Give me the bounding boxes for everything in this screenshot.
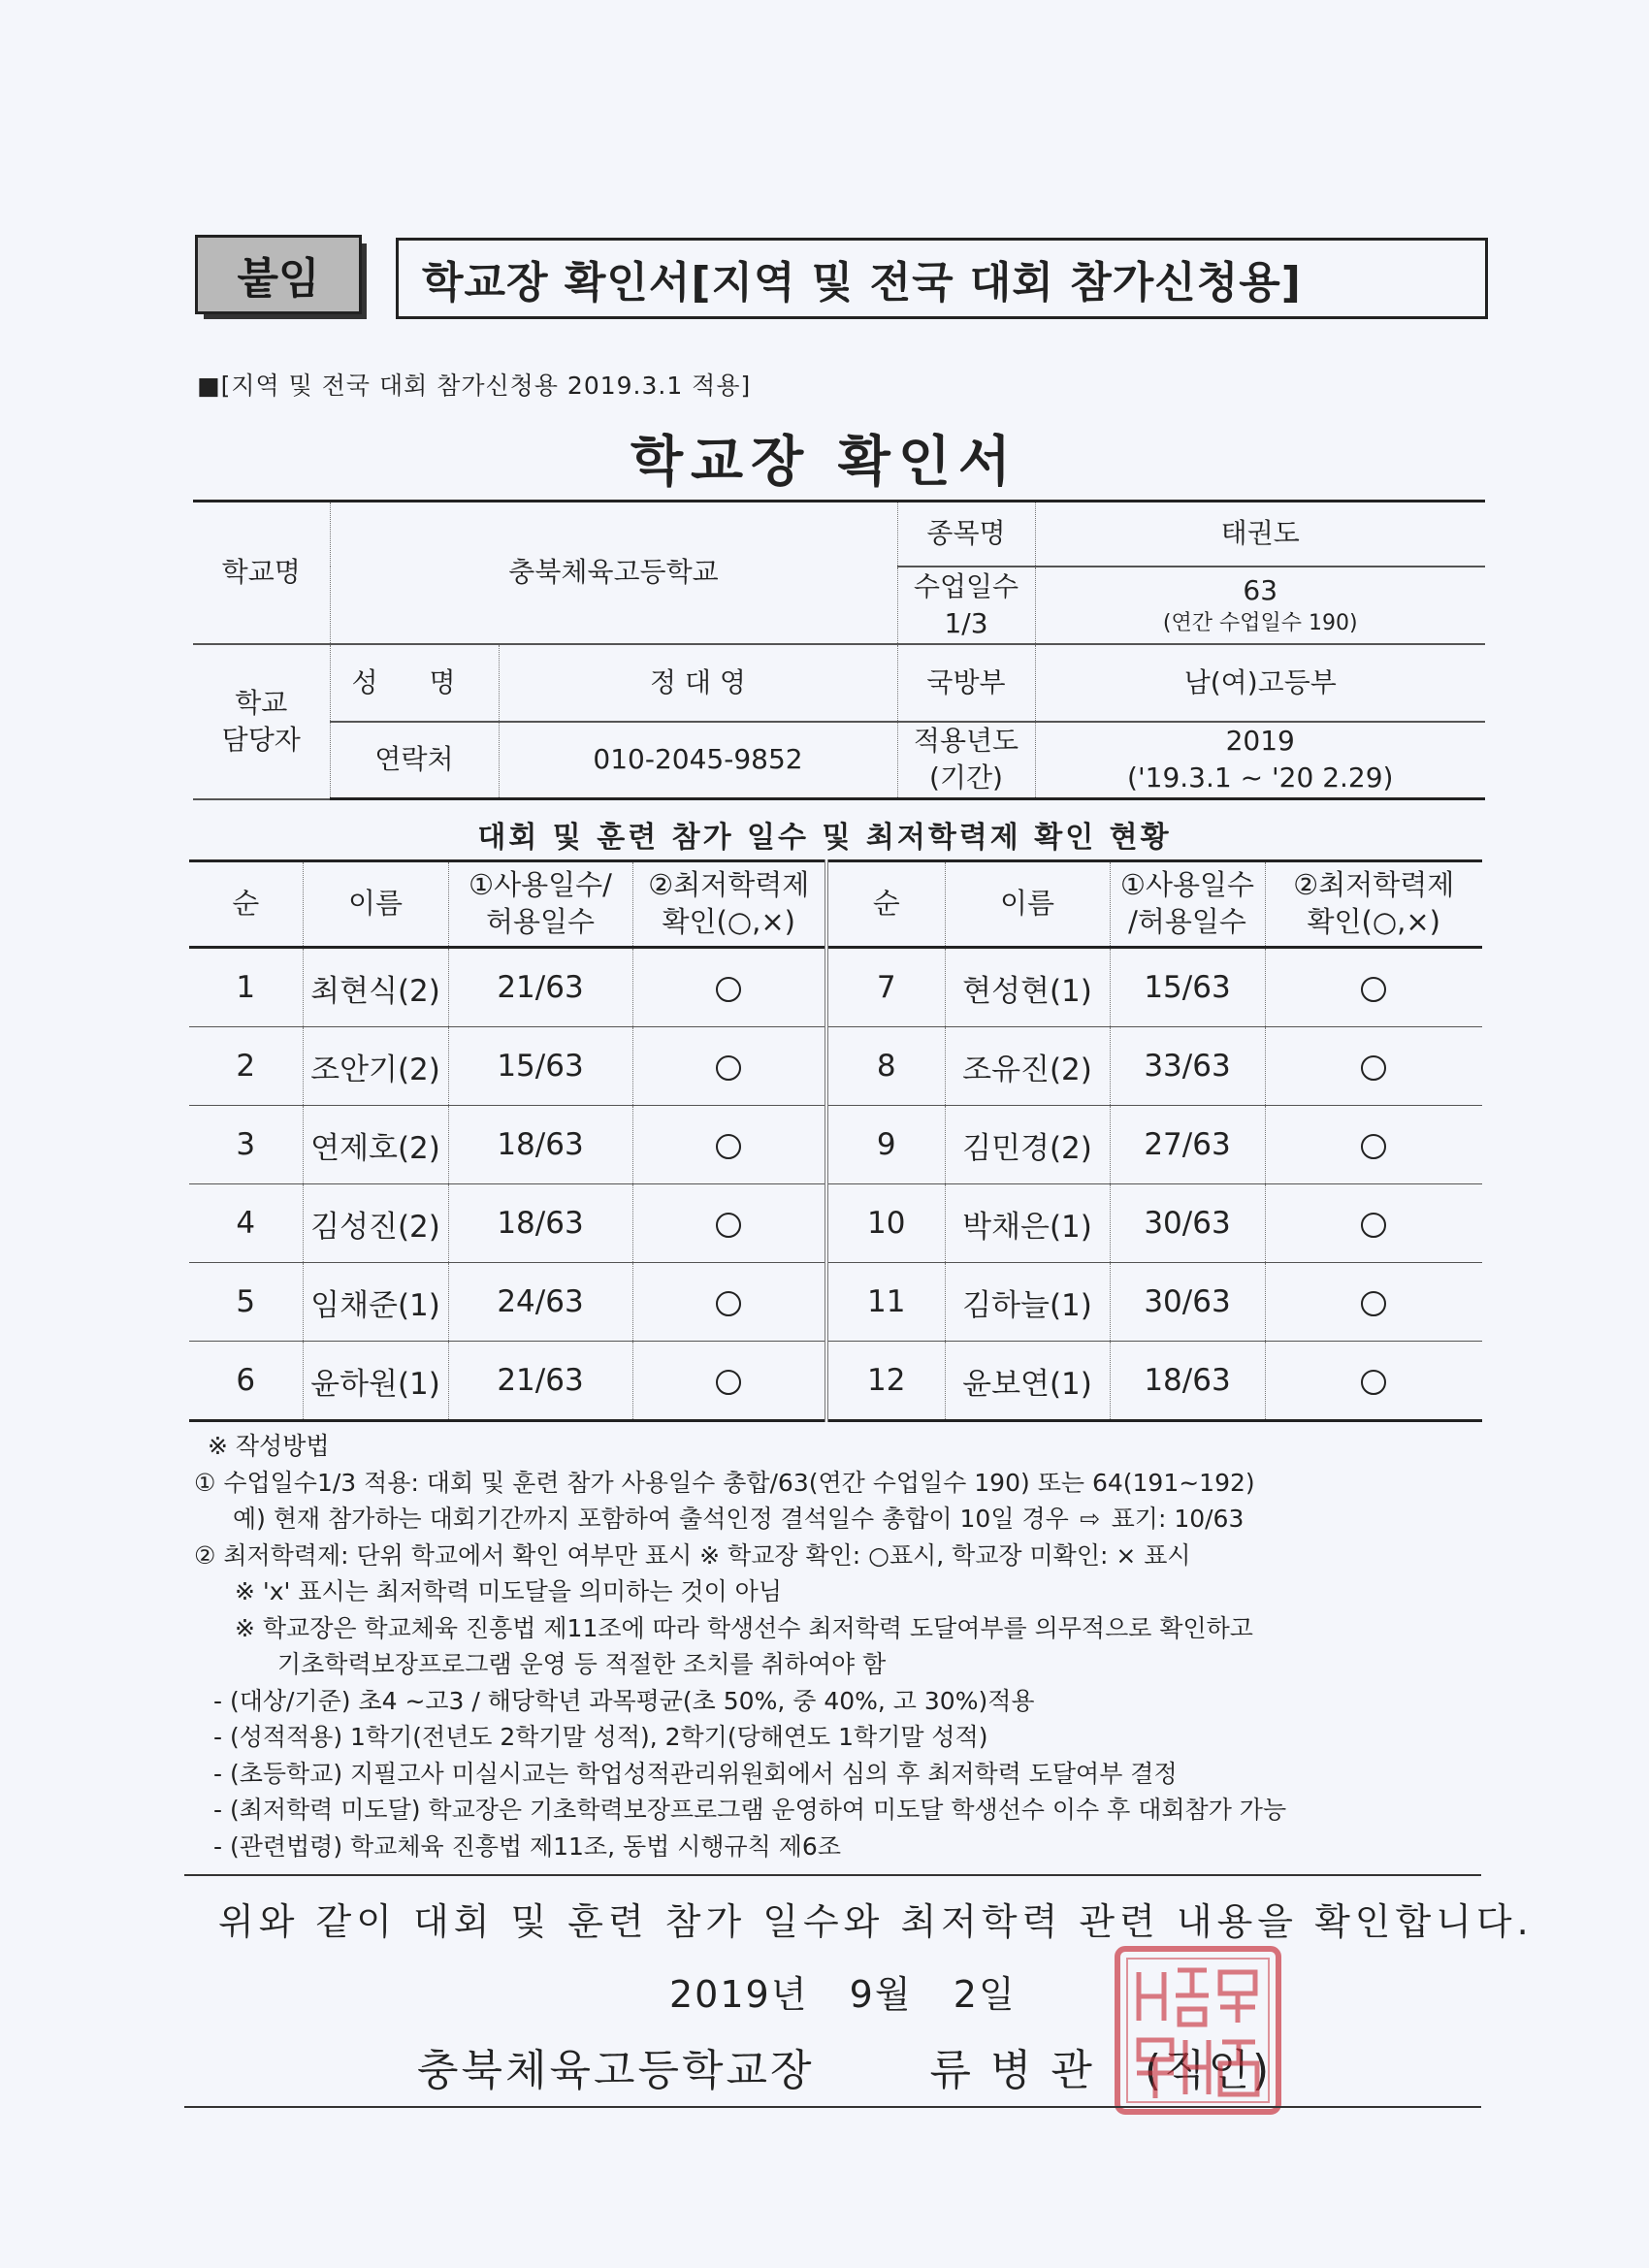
row-check-right	[1265, 1106, 1482, 1184]
sport-value: 태권도	[1035, 502, 1485, 567]
note-2-b-cont: 기초학력보장프로그램 운영 등 적절한 조치를 취하여야 함	[277, 1650, 887, 1678]
row-no: 4	[189, 1184, 303, 1263]
row-check	[632, 1263, 826, 1342]
col-name-right: 이름	[945, 861, 1110, 948]
row-no-right: 8	[826, 1027, 945, 1106]
row-name-right: 박채은(1)	[945, 1184, 1110, 1263]
check-circle-icon	[1361, 1134, 1386, 1159]
check-circle-icon	[716, 1370, 741, 1395]
row-name-right: 조유진(2)	[945, 1027, 1110, 1106]
row-name-right: 김하늘(1)	[945, 1263, 1110, 1342]
row-days: 15/63	[448, 1027, 632, 1106]
division-value: 남(여)고등부	[1035, 644, 1485, 722]
row-name: 연제호(2)	[303, 1106, 448, 1184]
row-days: 21/63	[448, 1342, 632, 1421]
row-name-right: 윤보연(1)	[945, 1342, 1110, 1421]
row-days-right: 30/63	[1110, 1263, 1265, 1342]
col-days-right: ①사용일수 /허용일수	[1110, 861, 1265, 948]
note-2-b: ※ 학교장은 학교체육 진흥법 제11조에 따라 학생선수 최저학력 도달여부를 의무적으로 확인하고	[235, 1613, 1253, 1642]
row-no: 1	[189, 948, 303, 1027]
name-value: 정 대 영	[499, 644, 897, 722]
row-name-right: 현성현(1)	[945, 948, 1110, 1027]
detail-1: - (대상/기준) 초4 ~고3 / 해당학년 과목평균(초 50%, 중 40%, 고 30%)적용	[213, 1686, 1035, 1715]
application-note: ■[지역 및 전국 대회 참가신청용 2019.3.1 적용]	[197, 372, 752, 400]
manager-label: 학교 담당자	[193, 644, 330, 799]
row-no: 2	[189, 1027, 303, 1106]
table-row	[189, 1263, 1482, 1342]
row-days: 24/63	[448, 1263, 632, 1342]
row-no-right: 10	[826, 1184, 945, 1263]
division-label: 국방부	[897, 644, 1035, 722]
row-days-right: 18/63	[1110, 1342, 1265, 1421]
section-heading: 대회 및 훈련 참가 일수 및 최저학력제 확인 현황	[477, 821, 1172, 855]
table-row	[189, 1184, 1482, 1263]
detail-5: - (관련법령) 학교체육 진흥법 제11조, 동법 시행규칙 제6조	[213, 1831, 841, 1861]
check-circle-icon	[1361, 1291, 1386, 1316]
row-no: 3	[189, 1106, 303, 1184]
row-no: 6	[189, 1342, 303, 1421]
row-check	[632, 1106, 826, 1184]
contact-label: 연락처	[330, 722, 499, 799]
row-days: 18/63	[448, 1106, 632, 1184]
divider-bottom	[184, 2106, 1481, 2108]
table-row	[189, 948, 1482, 1027]
col-no: 순	[189, 861, 303, 948]
table-header-row	[189, 861, 1482, 948]
col-check-right: ②최저학력제 확인(○,×)	[1265, 861, 1482, 948]
col-no-right: 순	[826, 861, 945, 948]
row-check-right	[1265, 1342, 1482, 1421]
table-row	[189, 1027, 1482, 1106]
check-circle-icon	[716, 1134, 741, 1159]
row-days: 18/63	[448, 1184, 632, 1263]
row-no: 5	[189, 1263, 303, 1342]
check-circle-icon	[716, 1055, 741, 1081]
row-no-right: 11	[826, 1263, 945, 1342]
students-table	[189, 859, 1482, 1422]
notes-heading: ※ 작성방법	[208, 1432, 330, 1460]
check-circle-icon	[1361, 1055, 1386, 1081]
col-name: 이름	[303, 861, 448, 948]
name-label: 성 명	[330, 644, 499, 722]
table-row	[189, 1342, 1482, 1421]
row-name-right: 김민경(2)	[945, 1106, 1110, 1184]
col-days: ①사용일수/ 허용일수	[448, 861, 632, 948]
table-row	[189, 1106, 1482, 1184]
row-days-right: 15/63	[1110, 948, 1265, 1027]
row-check	[632, 1342, 826, 1421]
row-check	[632, 1027, 826, 1106]
row-check-right	[1265, 1184, 1482, 1263]
note-2: ② 최저학력제: 단위 학교에서 확인 여부만 표시 ※ 학교장 확인: ○표시, 학교장 미확인: × 표시	[194, 1540, 1191, 1570]
detail-4: - (최저학력 미도달) 학교장은 기초학력보장프로그램 운영하여 미도달 학생선수 이수 후 대회참가 가능	[213, 1796, 1287, 1824]
row-no-right: 7	[826, 948, 945, 1027]
row-check	[632, 948, 826, 1027]
check-circle-icon	[1361, 1370, 1386, 1395]
header-title: 학교장 확인서[지역 및 전국 대회 참가신청용]	[396, 238, 1488, 319]
notes-section	[194, 1428, 1494, 1864]
row-no-right: 12	[826, 1342, 945, 1421]
row-days-right: 33/63	[1110, 1027, 1265, 1106]
official-seal-icon	[1112, 1943, 1284, 2118]
attachment-tag: 붙임	[195, 235, 362, 314]
school-days-label: 수업일수 1/3	[897, 567, 1035, 644]
check-circle-icon	[716, 1291, 741, 1316]
check-circle-icon	[1361, 977, 1386, 1002]
row-check-right	[1265, 948, 1482, 1027]
sport-label: 종목명	[897, 502, 1035, 567]
contact-value: 010-2045-9852	[499, 722, 897, 799]
divider-top	[184, 1874, 1481, 1876]
year-label: 적용년도 (기간)	[897, 722, 1035, 799]
col-check: ②최저학력제 확인(○,×)	[632, 861, 826, 948]
row-check-right	[1265, 1027, 1482, 1106]
row-no-right: 9	[826, 1106, 945, 1184]
row-name: 윤하원(1)	[303, 1342, 448, 1421]
check-circle-icon	[716, 977, 741, 1002]
info-table	[193, 500, 1485, 800]
signer-line: 충북체육고등학교장 류 병 관 (직인)	[417, 2046, 1273, 2095]
document-title: 학교장 확인서	[630, 431, 1019, 494]
row-check	[632, 1184, 826, 1263]
signature-date: 2019년 9월 2일	[669, 1973, 1017, 2016]
check-circle-icon	[1361, 1213, 1386, 1238]
row-days-right: 30/63	[1110, 1184, 1265, 1263]
row-check-right	[1265, 1263, 1482, 1342]
row-name: 임채준(1)	[303, 1263, 448, 1342]
row-days-right: 27/63	[1110, 1106, 1265, 1184]
note-1-example: 예) 현재 참가하는 대회기간까지 포함하여 출석인정 결석일수 총합이 10일 경우 ⇨ 표기: 10/63	[194, 1501, 1494, 1538]
year-value: 2019 ('19.3.1 ~ '20 2.29)	[1035, 722, 1485, 799]
school-value: 충북체육고등학교	[330, 502, 897, 644]
row-name: 조안기(2)	[303, 1027, 448, 1106]
row-days: 21/63	[448, 948, 632, 1027]
row-name: 최현식(2)	[303, 948, 448, 1027]
note-2-a: ※ 'x' 표시는 최저학력 미도달을 의미하는 것이 아님	[235, 1577, 782, 1605]
school-label: 학교명	[193, 502, 330, 644]
school-days-value: 63 (연간 수업일수 190)	[1035, 567, 1485, 644]
arrow-right-icon: ⇨	[1080, 1505, 1101, 1533]
note-1: ① 수업일수1/3 적용: 대회 및 훈련 참가 사용일수 총합/63(연간 수업일수 190) 또는 64(191~192)	[194, 1468, 1255, 1497]
detail-3: - (초등학교) 지필고사 미실시교는 학업성적관리위원회에서 심의 후 최저학력 도달여부 결정	[213, 1759, 1178, 1788]
confirmation-text: 위와 같이 대회 및 훈련 참가 일수와 최저학력 관련 내용을 확인합니다.	[218, 1900, 1534, 1943]
detail-2: - (성적적용) 1학기(전년도 2학기말 성적), 2학기(당해연도 1학기말 성적)	[213, 1723, 988, 1751]
row-name: 김성진(2)	[303, 1184, 448, 1263]
check-circle-icon	[716, 1213, 741, 1238]
